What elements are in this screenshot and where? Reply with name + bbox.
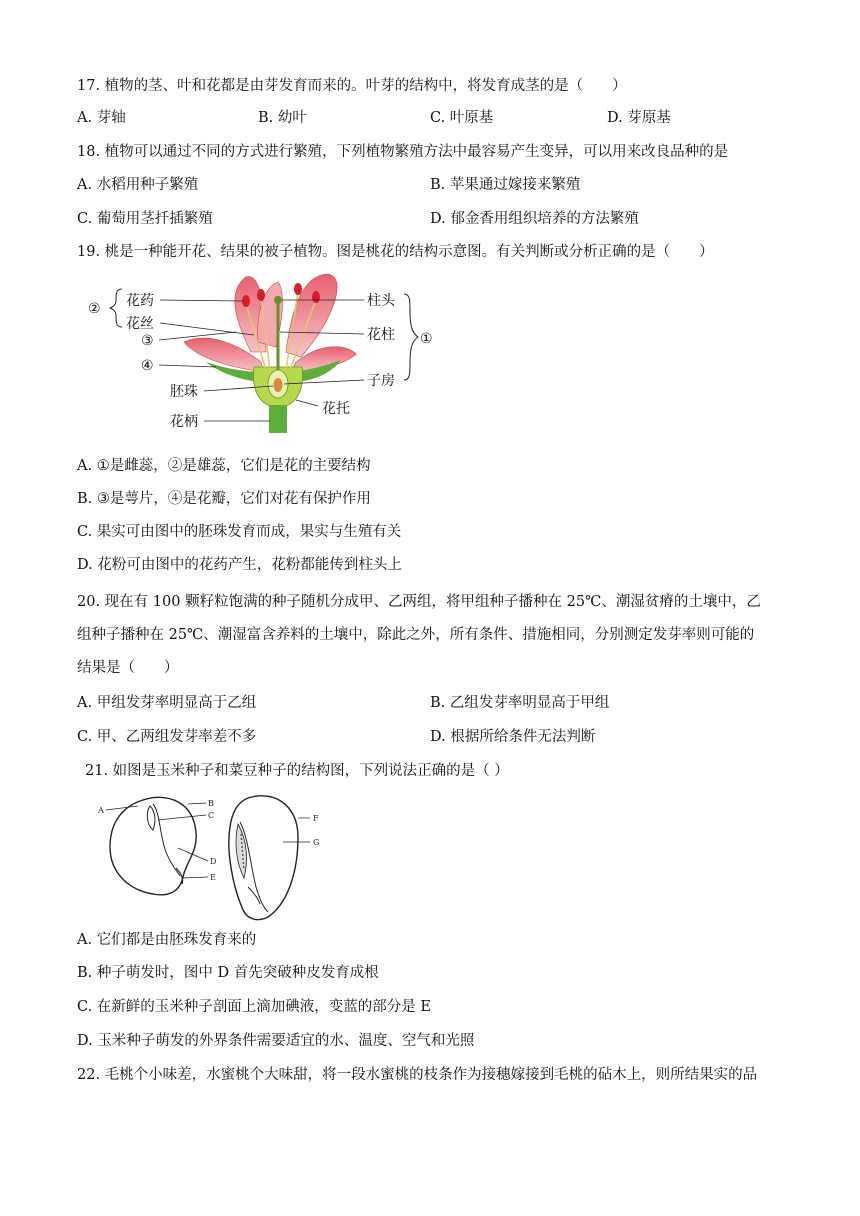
- label-pedicel: 花柄: [170, 414, 198, 430]
- question-22-stem: 22. 毛桃个小味差，水蜜桃个大味甜，将一段水蜜桃的枝条作为接穗嫁接到毛桃的砧木上，则所结果实的品: [77, 1067, 758, 1083]
- label-4: ④: [141, 358, 154, 374]
- q18-option-a: A. 水稻用种子繁殖: [77, 177, 199, 193]
- question-21-stem: 21. 如图是玉米种子和菜豆种子的结构图，下列说法正确的是（ ）: [85, 763, 509, 779]
- anther-shape: [312, 291, 320, 303]
- left-brace: [110, 289, 122, 327]
- label-3: ③: [141, 333, 154, 349]
- q19-option-a: A. ①是雌蕊，②是雄蕊，它们是花的主要结构: [77, 458, 371, 474]
- label-anther: 花药: [126, 293, 154, 309]
- ovule-shape: [274, 378, 283, 392]
- label-a: A: [98, 806, 104, 815]
- flower-stalk-shape: [269, 405, 287, 433]
- q18-option-c: C. 葡萄用茎扦插繁殖: [77, 211, 213, 227]
- peach-flower-diagram: [86, 272, 446, 434]
- label-receptacle: 花托: [322, 401, 350, 417]
- label-d: D: [210, 857, 217, 866]
- anther-shape: [294, 283, 302, 295]
- label-ovule: 胚珠: [170, 384, 198, 400]
- label-ovary: 子房: [367, 373, 395, 389]
- question-17-stem: 17. 植物的茎、叶和花都是由芽发育而来的。叶芽的结构中，将发育成茎的是（ ）: [77, 78, 627, 94]
- label-stigma: 柱头: [367, 293, 395, 309]
- leader-line: [188, 803, 206, 804]
- q21-option-d: D. 玉米种子萌发的外界条件需要适宜的水、温度、空气和光照: [77, 1033, 475, 1049]
- q20-option-b: B. 乙组发芽率明显高于甲组: [430, 695, 610, 711]
- q19-option-d: D. 花粉可由图中的花药产生，花粉都能传到柱头上: [77, 557, 402, 573]
- right-brace: [404, 294, 418, 380]
- question-20-stem-line-1: 20. 现在有 100 颗籽粒饱满的种子随机分成甲、乙两组，将甲组种子播种在 25℃、潮湿贫瘠的土壤中，乙: [77, 594, 761, 610]
- leader-line: [160, 300, 243, 301]
- label-filament: 花丝: [126, 316, 154, 332]
- label-e: E: [210, 873, 216, 882]
- label-b: B: [208, 799, 214, 808]
- q17-option-b: B. 幼叶: [258, 110, 307, 126]
- seed-structure-diagram: [98, 792, 330, 922]
- q20-option-a: A. 甲组发芽率明显高于乙组: [77, 695, 257, 711]
- label-f: F: [313, 814, 319, 823]
- q18-option-d: D. 郁金香用组织培养的方法繁殖: [430, 211, 639, 227]
- q18-option-b: B. 苹果通过嫁接来繁殖: [430, 177, 581, 193]
- question-19-stem: 19. 桃是一种能开花、结果的被子植物。图是桃花的结构示意图。有关判断或分析正确的是（ ）: [77, 244, 714, 260]
- q19-option-b: B. ③是萼片，④是花瓣，它们对花有保护作用: [77, 491, 371, 507]
- leader-line: [182, 877, 208, 878]
- label-c: C: [208, 811, 215, 820]
- stigma-shape: [274, 296, 282, 304]
- q21-option-b: B. 种子萌发时，图中 D 首先突破种皮发育成根: [77, 965, 379, 981]
- q17-option-d: D. 芽原基: [607, 110, 671, 126]
- question-20-stem-line-3: 结果是（ ）: [77, 660, 179, 676]
- q21-option-a: A. 它们都是由胚珠发育来的: [77, 932, 257, 948]
- anther-shape: [257, 289, 265, 301]
- q20-option-c: C. 甲、乙两组发芽率差不多: [77, 729, 257, 745]
- anther-shape: [242, 295, 250, 307]
- q19-option-c: C. 果实可由图中的胚珠发育而成，果实与生殖有关: [77, 524, 402, 540]
- label-g: G: [313, 838, 320, 847]
- question-20-stem-line-2: 组种子播种在 25℃、潮湿富含养料的土壤中，除此之外，所有条件、措施相同，分别测定发芽率则可能的: [77, 627, 755, 643]
- question-18-stem: 18. 植物可以通过不同的方式进行繁殖，下列植物繁殖方法中最容易产生变异，可以用来改良品种的是: [77, 144, 729, 160]
- brace-label-1: ①: [420, 331, 433, 347]
- q17-option-c: C. 叶原基: [430, 110, 494, 126]
- brace-label-2: ②: [88, 301, 101, 317]
- q20-option-d: D. 根据所给条件无法判断: [430, 729, 596, 745]
- label-style: 花柱: [367, 327, 395, 343]
- q21-option-c: C. 在新鲜的玉米种子剖面上滴加碘液，变蓝的部分是 E: [77, 999, 431, 1015]
- leader-line: [159, 365, 216, 367]
- q17-option-a: A. 芽轴: [77, 110, 126, 126]
- leader-line: [296, 400, 318, 406]
